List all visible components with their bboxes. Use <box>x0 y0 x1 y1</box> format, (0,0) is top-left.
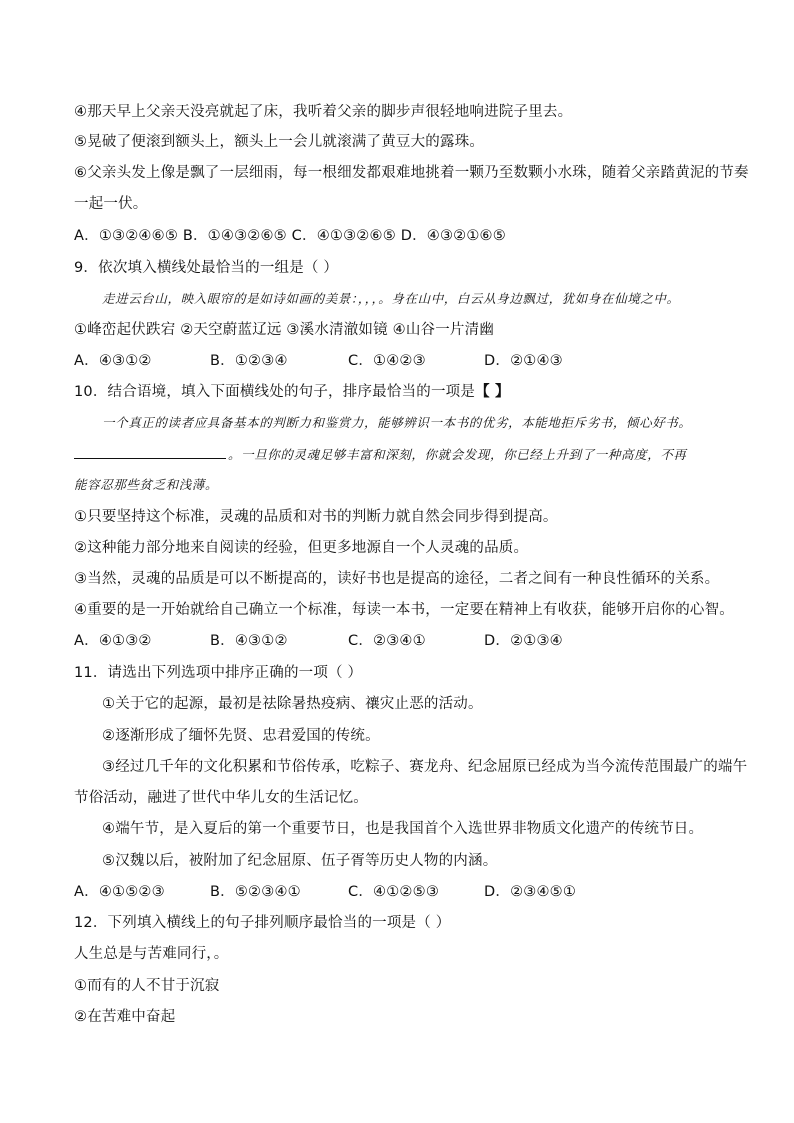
q11-option-a: A．④①⑤②③ <box>74 884 165 900</box>
q10-item-1: ①只要坚持这个标准，灵魂的品质和对书的判断力就自然会同步得到提高。 <box>74 509 558 525</box>
q11-item-1: ①关于它的起源，最初是祛除暑热疫病、禳灾止恶的活动。 <box>102 696 483 712</box>
q10-option-d: D．②①③④ <box>484 633 563 649</box>
q10-item-2: ②这种能力部分地来自阅读的经验，但更多地源自一个人灵魂的品质。 <box>74 540 529 556</box>
q10-stem-text: 10．结合语境，填入下面横线处的句子，排序最恰当的一项是 <box>74 384 476 400</box>
q10-option-b: B．④③①② <box>210 633 288 649</box>
q10-passage-2 <box>74 444 687 465</box>
q9-option-c: C．①④②③ <box>348 353 426 369</box>
q9-option-d: D．②①④③ <box>484 353 563 369</box>
q10-option-c: C．②③④① <box>348 633 426 649</box>
q10-stem <box>74 382 510 402</box>
q11-option-c: C．④①②⑤③ <box>348 884 440 900</box>
q9-option-a: A．④③①② <box>74 353 152 369</box>
q11-item-5: ⑤汉魏以后，被附加了纪念屈原、伍子胥等历史人物的内涵。 <box>102 853 498 869</box>
q9-stem: 9．依次填入横线处最恰当的一组是（ ） <box>74 260 339 276</box>
q8-item-5: ⑤晃破了便滚到额头上，额头上一会儿就滚满了黄豆大的露珠。 <box>74 134 485 150</box>
q10-passage-3: 能容忍那些贫乏和浅薄。 <box>74 477 219 492</box>
q9-items: ①峰峦起伏跌宕 ②天空蔚蓝辽远 ③溪水清澈如镜 ④山谷一片清幽 <box>74 322 495 338</box>
q8-item-6: ⑥父亲头发上像是飘了一层细雨，每一根细发都艰难地挑着一颗乃至数颗小水珠，随着父亲踏黄泥的节奏 <box>74 165 749 181</box>
q10-passage-1: 一个真正的读者应具备基本的判断力和鉴赏力，能够辨识一本书的优劣，本能地拒斥劣书，倾心好书。 <box>102 415 692 430</box>
q11-option-b: B．⑤②③④① <box>210 884 301 900</box>
q10-passage-2-text: 。一旦你的灵魂足够丰富和深刻，你就会发现，你已经上升到了一种高度，不再 <box>228 447 687 462</box>
q8-item-4: ④那天早上父亲天没亮就起了床，我听着父亲的脚步声很轻地响进院子里去。 <box>74 104 573 120</box>
q10-answer-bracket: 【 】 <box>475 384 510 400</box>
q12-item-2: ②在苦难中奋起 <box>74 1009 176 1025</box>
answer-blank <box>74 444 226 459</box>
q10-item-4: ④重要的是一开始就给自己确立一个标准，每读一本书，一定要在精神上有收获，能够开启你的心智。 <box>74 602 734 618</box>
q11-stem: 11．请选出下列选项中排序正确的一项（ ） <box>74 665 363 681</box>
q12-item-1: ①而有的人不甘于沉寂 <box>74 978 220 994</box>
q10-item-3: ③当然，灵魂的品质是可以不断提高的，读好书也是提高的途径，二者之间有一种良性循环的关系。 <box>74 571 720 587</box>
q8-item-6-cont: 一起一伏。 <box>74 196 148 212</box>
q11-option-d: D．②③④⑤① <box>484 884 577 900</box>
q11-item-3: ③经过几千年的文化积累和节俗传承，吃粽子、赛龙舟、纪念屈原已经成为当今流传范围最广的端午 <box>102 759 748 775</box>
q8-options: A．①③②④⑥⑤ B．①④③②⑥⑤ C．④①③②⑥⑤ D．④③②①⑥⑤ <box>74 228 506 244</box>
q9-passage: 走进云台山，映入眼帘的是如诗如画的美景：，，，。身在山中，白云从身边飘过，犹如身在仙境之中。 <box>102 291 680 306</box>
q11-item-2: ②逐渐形成了缅怀先贤、忠君爱国的传统。 <box>102 728 380 744</box>
q12-sentence: 人生总是与苦难同行，。 <box>74 946 229 962</box>
q9-option-b: B．①②③④ <box>210 353 288 369</box>
q11-item-3-cont: 节俗活动，融进了世代中华儿女的生活记忆。 <box>74 790 368 806</box>
q12-stem: 12．下列填入横线上的句子排列顺序最恰当的一项是（ ） <box>74 915 451 931</box>
q10-option-a: A．④①③② <box>74 633 152 649</box>
q11-item-4: ④端午节，是入夏后的第一个重要节日，也是我国首个入选世界非物质文化遗产的传统节日。 <box>102 821 704 837</box>
